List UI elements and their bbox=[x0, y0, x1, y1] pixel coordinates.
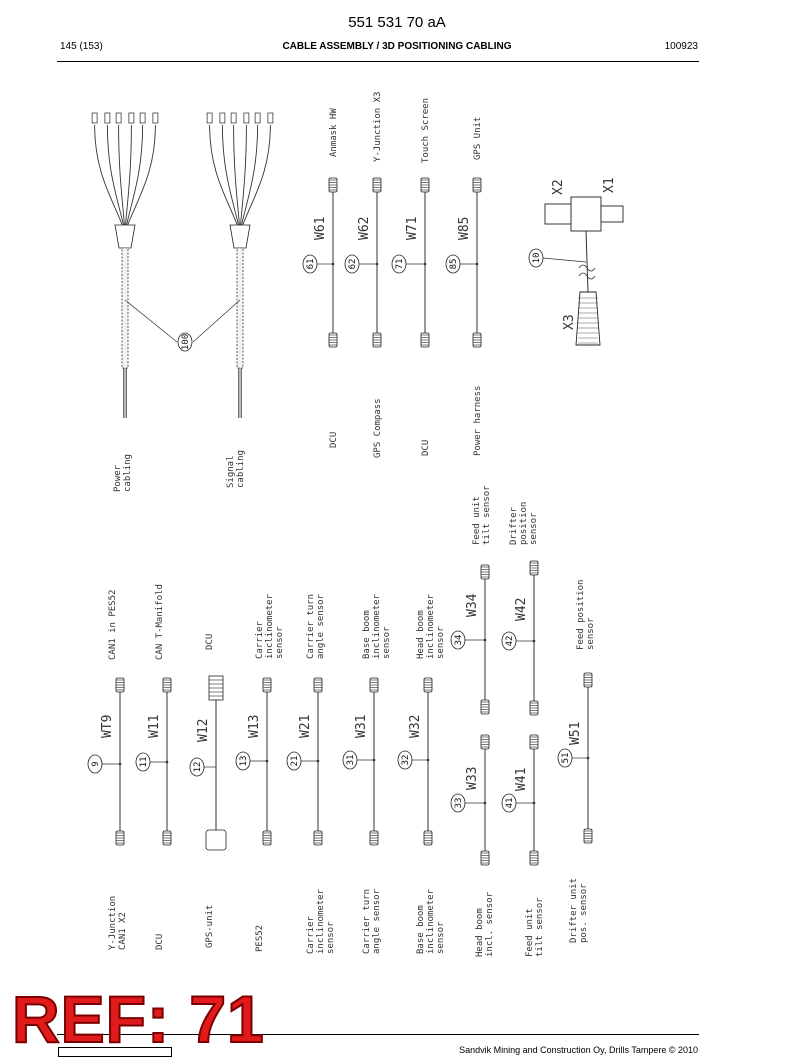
svg-text:71: 71 bbox=[395, 258, 405, 270]
label-x3 bbox=[562, 314, 577, 330]
connector-bottom bbox=[584, 829, 592, 843]
svg-text:W11: W11 bbox=[147, 714, 162, 738]
svg-text:sensor: sensor bbox=[436, 626, 446, 659]
svg-text:Signal: Signal bbox=[226, 455, 236, 488]
svg-text:W32: W32 bbox=[408, 714, 423, 738]
svg-text:42: 42 bbox=[505, 635, 515, 647]
svg-text:CAN T-Manifold: CAN T-Manifold bbox=[155, 584, 165, 660]
junction-body bbox=[571, 197, 601, 231]
svg-text:position: position bbox=[519, 501, 529, 545]
end-label-bottom bbox=[306, 888, 336, 954]
end-label-top bbox=[329, 108, 339, 157]
wire-label bbox=[457, 217, 472, 240]
svg-text:W42: W42 bbox=[514, 597, 529, 621]
end-label-top bbox=[306, 593, 326, 659]
connector-top bbox=[163, 678, 171, 692]
callout-32 bbox=[398, 751, 412, 769]
svg-text:WT9: WT9 bbox=[100, 714, 115, 738]
cable-w31 bbox=[357, 685, 375, 838]
connector-bottom bbox=[530, 851, 538, 865]
connector-top bbox=[116, 678, 124, 692]
svg-text:Carrier: Carrier bbox=[255, 621, 265, 659]
svg-text:W12: W12 bbox=[196, 718, 211, 742]
end-label-top bbox=[576, 580, 596, 650]
callout-34 bbox=[451, 631, 465, 649]
svg-text:11: 11 bbox=[139, 756, 149, 768]
end-label-top bbox=[373, 92, 383, 162]
connector-top bbox=[473, 178, 481, 192]
svg-text:Feed unit: Feed unit bbox=[525, 908, 535, 957]
wire-label bbox=[247, 715, 262, 738]
end-label-bottom bbox=[475, 891, 495, 957]
svg-text:sensor: sensor bbox=[326, 921, 336, 954]
svg-text:pos. sensor: pos. sensor bbox=[579, 883, 589, 943]
svg-text:sensor: sensor bbox=[529, 512, 539, 545]
cable-w61 bbox=[317, 185, 334, 340]
cable-w12 bbox=[204, 676, 226, 850]
page-title: CABLE ASSEMBLY / 3D POSITIONING CABLING bbox=[282, 41, 512, 52]
svg-text:41: 41 bbox=[505, 797, 515, 809]
callout-31 bbox=[343, 751, 357, 769]
end-label-top bbox=[416, 593, 446, 659]
svg-text:W51: W51 bbox=[568, 721, 583, 745]
svg-text:inclinometer: inclinometer bbox=[426, 593, 436, 659]
end-label-top bbox=[205, 634, 215, 650]
wire-label bbox=[298, 715, 313, 738]
svg-text:W41: W41 bbox=[514, 767, 529, 791]
harness-sleeve bbox=[237, 248, 243, 368]
svg-text:W33: W33 bbox=[465, 766, 480, 790]
svg-text:sensor: sensor bbox=[436, 921, 446, 954]
connector-top bbox=[263, 678, 271, 692]
connector-top bbox=[530, 735, 538, 749]
svg-text:W34: W34 bbox=[465, 593, 480, 617]
svg-text:Feed unit: Feed unit bbox=[472, 496, 482, 545]
reference-stamp: REF: 71 bbox=[12, 982, 265, 1056]
label-x2 bbox=[551, 179, 566, 195]
cable-w62 bbox=[359, 185, 378, 340]
wire-label bbox=[465, 593, 480, 617]
callout-61 bbox=[303, 255, 317, 273]
connector-top bbox=[584, 673, 592, 687]
callout-41 bbox=[502, 794, 516, 812]
svg-text:Drifter: Drifter bbox=[509, 507, 519, 545]
svg-text:12: 12 bbox=[193, 761, 203, 773]
svg-text:GPS Unit: GPS Unit bbox=[473, 116, 483, 160]
svg-text:34: 34 bbox=[454, 634, 464, 646]
cable-wt9 bbox=[102, 685, 121, 838]
connector-bottom bbox=[163, 831, 171, 845]
connector-top bbox=[481, 735, 489, 749]
harness-splice bbox=[230, 225, 250, 248]
signal-cabling-label bbox=[226, 450, 246, 488]
svg-text:21: 21 bbox=[290, 755, 300, 767]
end-label-top bbox=[155, 584, 165, 660]
connector-bottom bbox=[370, 831, 378, 845]
end-label-bottom bbox=[362, 888, 382, 954]
svg-text:incl. sensor: incl. sensor bbox=[485, 891, 495, 957]
wire-label bbox=[147, 715, 162, 738]
svg-text:sensor: sensor bbox=[275, 626, 285, 659]
svg-text:62: 62 bbox=[348, 258, 358, 270]
connector-bottom bbox=[329, 333, 337, 347]
callout-51 bbox=[558, 749, 572, 767]
connector-top bbox=[370, 678, 378, 692]
svg-text:inclinometer: inclinometer bbox=[372, 593, 382, 659]
svg-text:13: 13 bbox=[239, 755, 249, 767]
svg-text:DCU: DCU bbox=[155, 933, 165, 950]
wire-label bbox=[514, 768, 529, 791]
connector-top bbox=[481, 565, 489, 579]
connector-top bbox=[530, 561, 538, 575]
svg-text:Head boom: Head boom bbox=[475, 908, 485, 957]
svg-text:X1: X1 bbox=[602, 177, 617, 193]
wire-label bbox=[100, 715, 115, 738]
cable-w13 bbox=[250, 685, 268, 838]
svg-text:W21: W21 bbox=[298, 714, 313, 738]
end-label-bottom bbox=[329, 432, 339, 448]
svg-text:33: 33 bbox=[454, 797, 464, 809]
cable-w42 bbox=[516, 568, 535, 708]
svg-text:CAN1 in PES52: CAN1 in PES52 bbox=[108, 589, 118, 660]
cable-w21 bbox=[301, 685, 319, 838]
svg-text:Power harness: Power harness bbox=[473, 385, 483, 456]
svg-text:GPS Compass: GPS Compass bbox=[373, 398, 383, 458]
leader-line bbox=[125, 300, 177, 342]
wire-label bbox=[408, 715, 423, 738]
callout-9 bbox=[88, 755, 102, 773]
page-number: 145 (153) bbox=[60, 41, 103, 52]
svg-text:sensor: sensor bbox=[586, 617, 596, 650]
svg-text:DCU: DCU bbox=[421, 439, 431, 456]
callout-13 bbox=[236, 752, 250, 770]
end-label-top bbox=[362, 593, 392, 659]
label-x1 bbox=[602, 177, 617, 193]
end-label-bottom bbox=[473, 386, 483, 456]
connector-top bbox=[314, 678, 322, 692]
wire-label bbox=[405, 217, 420, 240]
callout-33 bbox=[451, 794, 465, 812]
svg-text:Drifter unit: Drifter unit bbox=[569, 877, 579, 943]
callout-11 bbox=[136, 753, 150, 771]
svg-text:Y-Junction: Y-Junction bbox=[108, 895, 118, 950]
connector-top bbox=[329, 178, 337, 192]
end-label-top bbox=[472, 485, 492, 545]
svg-text:85: 85 bbox=[449, 258, 459, 270]
svg-text:61: 61 bbox=[306, 258, 316, 270]
cable-w32 bbox=[412, 685, 429, 838]
end-label-bottom bbox=[421, 440, 431, 456]
connector-x1 bbox=[601, 206, 623, 222]
end-label-bottom bbox=[525, 897, 545, 957]
footer-copyright: Sandvik Mining and Construction Oy, Drills Tampere © 2010 bbox=[459, 1045, 698, 1055]
svg-text:10: 10 bbox=[532, 252, 542, 264]
wire-label bbox=[514, 598, 529, 621]
end-label-bottom bbox=[416, 888, 446, 954]
cable-w11 bbox=[150, 685, 168, 838]
svg-text:CAN1 X2: CAN1 X2 bbox=[118, 912, 128, 950]
connector-bottom bbox=[473, 333, 481, 347]
end-label-bottom bbox=[108, 896, 128, 950]
connector-bottom bbox=[530, 701, 538, 715]
svg-text:100: 100 bbox=[181, 333, 191, 351]
connector-top bbox=[373, 178, 381, 192]
end-label-top bbox=[421, 98, 431, 163]
callout-71 bbox=[392, 255, 406, 273]
svg-text:W61: W61 bbox=[313, 216, 328, 240]
end-label-bottom bbox=[205, 905, 215, 948]
leader-line bbox=[543, 258, 586, 262]
document-date: 100923 bbox=[664, 41, 698, 52]
svg-text:Y-Junction X3: Y-Junction X3 bbox=[373, 91, 383, 162]
svg-text:inclinometer: inclinometer bbox=[316, 888, 326, 954]
svg-text:Carrier: Carrier bbox=[306, 916, 316, 954]
end-label-top bbox=[108, 590, 118, 660]
wire-label bbox=[354, 715, 369, 738]
svg-text:W13: W13 bbox=[247, 714, 262, 738]
svg-text:sensor: sensor bbox=[382, 626, 392, 659]
svg-text:angle sensor: angle sensor bbox=[372, 888, 382, 954]
connector-x3 bbox=[576, 292, 600, 345]
connector-bottom bbox=[206, 830, 226, 850]
connector-x2 bbox=[545, 204, 571, 224]
wire-label bbox=[313, 217, 328, 240]
svg-text:Touch Screen: Touch Screen bbox=[421, 97, 431, 163]
svg-text:cabling: cabling bbox=[236, 450, 246, 488]
svg-text:W31: W31 bbox=[354, 714, 369, 738]
svg-text:X2: X2 bbox=[551, 179, 566, 195]
svg-text:Base boom: Base boom bbox=[416, 905, 426, 954]
svg-text:GPS-unit: GPS-unit bbox=[205, 904, 215, 948]
svg-text:tilt sensor: tilt sensor bbox=[482, 485, 492, 545]
y-junction-x1-x2-x3 bbox=[543, 197, 623, 345]
connector-top bbox=[421, 178, 429, 192]
svg-text:W71: W71 bbox=[405, 216, 420, 240]
svg-text:Carrier turn: Carrier turn bbox=[362, 888, 372, 954]
cable-w85 bbox=[460, 185, 478, 340]
cable-w33 bbox=[465, 742, 486, 858]
svg-text:W62: W62 bbox=[357, 216, 372, 240]
leader-line bbox=[193, 300, 240, 342]
svg-text:inclinometer: inclinometer bbox=[426, 888, 436, 954]
svg-text:DCU: DCU bbox=[329, 431, 339, 448]
wire-label bbox=[357, 217, 372, 240]
svg-text:31: 31 bbox=[346, 754, 356, 766]
callout-85 bbox=[446, 255, 460, 273]
svg-text:PES52: PES52 bbox=[255, 924, 265, 952]
svg-text:51: 51 bbox=[561, 752, 571, 764]
wire-label bbox=[196, 719, 211, 742]
power-cabling-label bbox=[113, 454, 133, 492]
harness-sleeve bbox=[122, 248, 128, 368]
connector-bottom bbox=[116, 831, 124, 845]
svg-text:inclinometer: inclinometer bbox=[265, 593, 275, 659]
svg-text:Head boom: Head boom bbox=[416, 610, 426, 659]
svg-text:W85: W85 bbox=[457, 216, 472, 240]
end-label-bottom bbox=[569, 878, 589, 943]
cable-w34 bbox=[465, 572, 486, 707]
svg-text:cabling: cabling bbox=[123, 454, 133, 492]
connector-bottom bbox=[373, 333, 381, 347]
power-harness bbox=[92, 113, 158, 418]
end-label-top bbox=[509, 502, 539, 545]
connector-bottom bbox=[263, 831, 271, 845]
callout-62 bbox=[345, 255, 359, 273]
end-label-bottom bbox=[255, 925, 265, 952]
svg-text:Anmask HW: Anmask HW bbox=[329, 108, 339, 157]
connector-bottom bbox=[481, 851, 489, 865]
connector-bottom bbox=[421, 333, 429, 347]
svg-text:32: 32 bbox=[401, 754, 411, 766]
end-label-bottom bbox=[155, 934, 165, 950]
svg-text:Feed position: Feed position bbox=[576, 579, 586, 650]
connector-bottom bbox=[314, 831, 322, 845]
connector-bottom bbox=[481, 700, 489, 714]
end-label-top bbox=[255, 593, 285, 659]
svg-text:Base boom: Base boom bbox=[362, 610, 372, 659]
callout-42 bbox=[502, 632, 516, 650]
svg-text:angle sensor: angle sensor bbox=[316, 593, 326, 659]
svg-text:DCU: DCU bbox=[205, 633, 215, 650]
end-label-top bbox=[473, 117, 483, 160]
cable-w71 bbox=[406, 185, 426, 340]
document-number: 551 531 70 aA bbox=[348, 14, 446, 31]
svg-text:9: 9 bbox=[91, 761, 101, 767]
callout-21 bbox=[287, 752, 301, 770]
signal-harness bbox=[207, 113, 273, 418]
cable-w41 bbox=[516, 742, 535, 858]
wire-label bbox=[568, 722, 583, 745]
connector-top bbox=[424, 678, 432, 692]
callout-10 bbox=[529, 249, 543, 267]
svg-text:Power: Power bbox=[113, 464, 123, 492]
cable-w51 bbox=[572, 680, 589, 836]
svg-text:tilt sensor: tilt sensor bbox=[535, 897, 545, 957]
svg-text:Carrier turn: Carrier turn bbox=[306, 593, 316, 659]
end-label-bottom bbox=[373, 398, 383, 458]
callout-12 bbox=[190, 758, 204, 776]
harness-splice bbox=[115, 225, 135, 248]
wire-label bbox=[465, 767, 480, 790]
callout-100 bbox=[178, 333, 192, 351]
connector-bottom bbox=[424, 831, 432, 845]
svg-text:X3: X3 bbox=[562, 314, 577, 330]
